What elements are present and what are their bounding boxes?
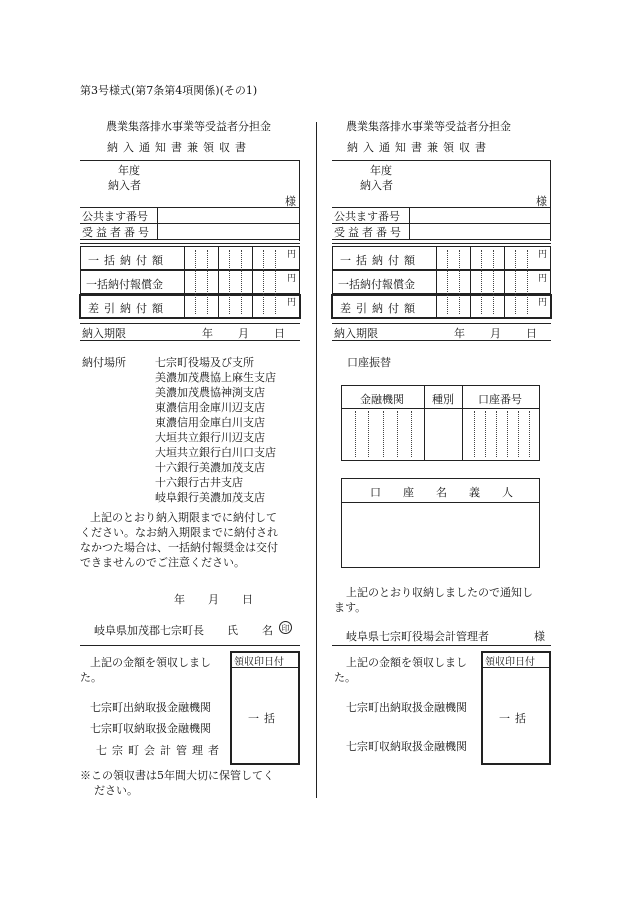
left-yen: 円 bbox=[287, 298, 297, 308]
left-lump-sum-label: 一括納付額 bbox=[88, 254, 168, 267]
right-line bbox=[332, 243, 551, 244]
right-bank-divider bbox=[368, 411, 369, 457]
left-day: 日 bbox=[274, 327, 285, 340]
right-digit-divider bbox=[527, 250, 528, 314]
right-institution: 七宗町出納取扱金融機関 bbox=[346, 701, 467, 714]
left-notice-line: なかつた場合は、一括納付報奨金は交付 bbox=[80, 541, 278, 554]
right-sama2: 様 bbox=[534, 630, 545, 643]
left-line bbox=[157, 207, 158, 239]
right-fiscal-year: 年度 bbox=[370, 164, 392, 177]
right-bank-divider bbox=[474, 411, 475, 457]
right-line-right bbox=[550, 160, 551, 241]
left-line bbox=[80, 323, 300, 324]
left-digit-divider bbox=[275, 250, 276, 314]
left-institution: 七宗町出納取扱金融機関 bbox=[90, 701, 211, 714]
left-place-label: 納付場所 bbox=[82, 356, 126, 369]
left-place: 大垣共立銀行白川口支店 bbox=[155, 446, 276, 459]
left-yen: 円 bbox=[287, 274, 297, 284]
right-net-label: 差引納付額 bbox=[340, 302, 420, 315]
left-footnote: ※この領収書は5年間大切に保管してく bbox=[80, 769, 274, 782]
left-date-year: 年 bbox=[174, 593, 185, 606]
left-digit-divider bbox=[263, 250, 264, 314]
right-holder-label: 口座名義人 bbox=[370, 486, 535, 499]
right-line bbox=[504, 246, 505, 318]
right-line bbox=[341, 502, 540, 503]
right-bank-header: 口座番号 bbox=[478, 393, 522, 406]
left-digit-divider bbox=[229, 250, 230, 314]
left-line bbox=[80, 243, 300, 244]
right-yen: 円 bbox=[538, 274, 548, 284]
left-mayor: 岐阜県加茂郡七宗町長 bbox=[94, 624, 204, 637]
right-line bbox=[409, 207, 410, 239]
right-payer-label: 納入者 bbox=[360, 179, 393, 192]
right-bank-header: 金融機関 bbox=[360, 393, 404, 406]
left-line bbox=[80, 340, 300, 341]
right-sama: 様 bbox=[536, 195, 547, 208]
right-transfer-label: 口座振替 bbox=[347, 356, 391, 369]
right-bank-divider bbox=[507, 411, 508, 457]
left-line-top bbox=[80, 160, 300, 161]
left-line bbox=[184, 246, 185, 318]
left-beneficiary-label: 受益者番号 bbox=[82, 226, 152, 239]
left-title: 農業集落排水事業等受益者分担金 bbox=[106, 120, 271, 133]
left-net-label: 差引納付額 bbox=[88, 302, 168, 315]
left-place: 美濃加茂農協上麻生支店 bbox=[155, 371, 276, 384]
right-digit-divider bbox=[493, 250, 494, 314]
left-year: 年 bbox=[202, 327, 213, 340]
right-yen: 円 bbox=[538, 298, 548, 308]
left-notice-line: ください。なお納入期限までに納付され bbox=[80, 526, 278, 539]
right-received-line: 上記の金額を領収しまし bbox=[346, 656, 467, 669]
left-reward-label: 一括納付報償金 bbox=[86, 278, 163, 291]
left-notice-line: できませんのでご注意ください。 bbox=[80, 556, 245, 569]
seal-icon: 印 bbox=[279, 621, 292, 634]
right-month: 月 bbox=[490, 327, 501, 340]
left-mei: 名 bbox=[262, 624, 273, 637]
left-institution: 七宗町収納取扱金融機関 bbox=[90, 722, 211, 735]
left-line bbox=[252, 246, 253, 318]
right-lump-sum-label: 一括納付額 bbox=[340, 254, 420, 267]
right-line bbox=[341, 408, 540, 409]
left-received-line: 上記の金額を領収しまし bbox=[90, 656, 211, 669]
right-received-line: た。 bbox=[334, 671, 356, 684]
left-received-line: た。 bbox=[80, 671, 102, 684]
left-stamp-title: 領収印日付 bbox=[234, 657, 284, 668]
right-year: 年 bbox=[454, 327, 465, 340]
left-public-basin-label: 公共ます番号 bbox=[82, 210, 148, 223]
right-line bbox=[332, 645, 551, 646]
left-institution: 七宗町会計管理者 bbox=[96, 744, 224, 757]
left-month: 月 bbox=[238, 327, 249, 340]
right-subtitle: 納入通知書兼領収書 bbox=[347, 141, 491, 154]
right-bank-divider bbox=[411, 411, 412, 457]
right-bank-divider bbox=[485, 411, 486, 457]
right-digit-divider bbox=[515, 250, 516, 314]
right-stamp-box bbox=[481, 651, 551, 765]
left-subtitle: 納入通知書兼領収書 bbox=[107, 141, 251, 154]
right-bank-divider bbox=[518, 411, 519, 457]
right-stamp-title: 領収印日付 bbox=[485, 657, 535, 668]
left-place: 東濃信用金庫白川支店 bbox=[155, 416, 265, 429]
left-stamp-box bbox=[230, 651, 300, 765]
right-title: 農業集落排水事業等受益者分担金 bbox=[346, 120, 511, 133]
left-deadline-label: 納入期限 bbox=[82, 327, 126, 340]
right-notice-line: ます。 bbox=[334, 601, 367, 614]
left-payer-label: 納入者 bbox=[108, 179, 141, 192]
right-bank-divider bbox=[397, 411, 398, 457]
right-accountant: 岐阜県七宗町役場会計管理者 bbox=[346, 630, 489, 643]
left-date-month: 月 bbox=[208, 593, 219, 606]
right-stamp-text: 一括 bbox=[499, 712, 531, 725]
right-line bbox=[436, 246, 437, 318]
right-line bbox=[470, 246, 471, 318]
left-place: 十六銀行古井支店 bbox=[155, 476, 243, 489]
right-line bbox=[424, 385, 425, 461]
left-shi: 氏 bbox=[227, 624, 238, 637]
left-date-day: 日 bbox=[242, 593, 253, 606]
left-line bbox=[80, 645, 300, 646]
right-line bbox=[332, 239, 551, 240]
left-digit-divider bbox=[241, 250, 242, 314]
left-sama: 様 bbox=[285, 195, 296, 208]
left-place: 岐阜銀行美濃加茂支店 bbox=[155, 491, 265, 504]
right-digit-divider bbox=[459, 250, 460, 314]
right-yen: 円 bbox=[538, 250, 548, 260]
cut-line bbox=[316, 122, 317, 798]
right-line bbox=[332, 323, 551, 324]
right-day: 日 bbox=[526, 327, 537, 340]
right-digit-divider bbox=[447, 250, 448, 314]
right-line bbox=[462, 385, 463, 461]
right-bank-divider bbox=[496, 411, 497, 457]
left-yen: 円 bbox=[287, 250, 297, 260]
right-bank-divider bbox=[355, 411, 356, 457]
right-bank-divider bbox=[383, 411, 384, 457]
right-line bbox=[332, 340, 551, 341]
left-digit-divider bbox=[207, 250, 208, 314]
left-line-right bbox=[299, 160, 300, 241]
form-number: 第3号様式(第7条第4項関係)(その1) bbox=[80, 84, 258, 97]
left-place: 七宗町役場及び支所 bbox=[155, 356, 254, 369]
right-public-basin-label: 公共ます番号 bbox=[334, 210, 400, 223]
right-notice-line: 上記のとおり収納しましたので通知し bbox=[346, 586, 533, 599]
left-stamp-text: 一括 bbox=[248, 712, 280, 725]
left-line bbox=[80, 239, 300, 240]
left-place: 大垣共立銀行川辺支店 bbox=[155, 431, 265, 444]
right-beneficiary-label: 受益者番号 bbox=[334, 226, 404, 239]
left-line bbox=[218, 246, 219, 318]
left-place: 十六銀行美濃加茂支店 bbox=[155, 461, 265, 474]
right-bank-header: 種別 bbox=[432, 393, 454, 406]
left-place: 東濃信用金庫川辺支店 bbox=[155, 401, 265, 414]
right-reward-label: 一括納付報償金 bbox=[338, 278, 415, 291]
left-footnote: ださい。 bbox=[94, 784, 138, 797]
left-place: 美濃加茂農協神渕支店 bbox=[155, 386, 265, 399]
right-digit-divider bbox=[481, 250, 482, 314]
left-fiscal-year: 年度 bbox=[118, 164, 140, 177]
right-bank-divider bbox=[529, 411, 530, 457]
left-notice-line: 上記のとおり納入期限までに納付して bbox=[90, 511, 277, 524]
right-deadline-label: 納入期限 bbox=[334, 327, 378, 340]
right-institution: 七宗町収納取扱金融機関 bbox=[346, 740, 467, 753]
left-digit-divider bbox=[195, 250, 196, 314]
right-line-top bbox=[332, 160, 551, 161]
